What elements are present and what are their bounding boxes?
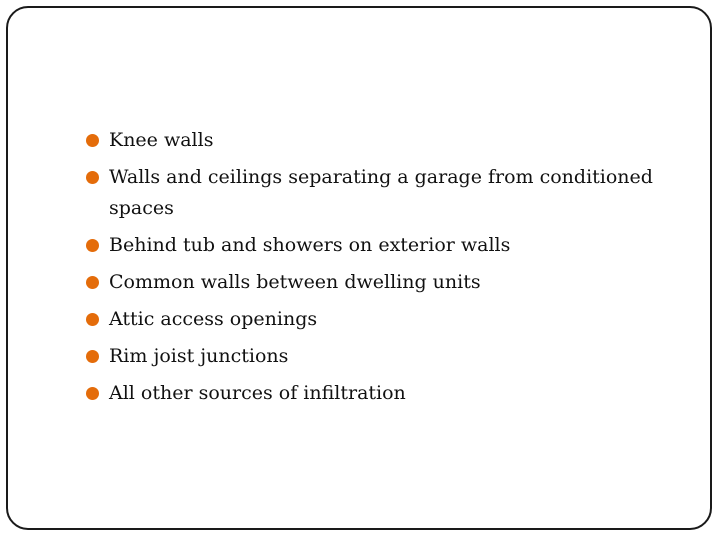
bullet-text: Behind tub and showers on exterior walls	[109, 234, 511, 256]
bullet-icon	[86, 387, 99, 400]
bullet-item-common-walls	[84, 267, 684, 298]
bullet-item-attic-access	[84, 304, 684, 335]
bullet-item-rim-joist	[84, 341, 684, 372]
bullet-text: Attic access openings	[109, 308, 318, 330]
bullet-icon	[86, 313, 99, 326]
bullet-list	[84, 125, 684, 415]
bullet-item-other-infiltration	[84, 378, 684, 409]
bullet-text: Knee walls	[109, 129, 214, 151]
bullet-icon	[86, 276, 99, 289]
bullet-item-knee-walls	[84, 125, 684, 156]
bullet-text: Rim joist junctions	[109, 345, 289, 367]
bullet-icon	[86, 350, 99, 363]
slide-frame	[6, 6, 712, 530]
bullet-item-garage-walls	[84, 162, 684, 224]
bullet-text: Walls and ceilings separating a garage from conditioned spaces	[109, 166, 653, 219]
bullet-text: All other sources of infiltration	[109, 382, 406, 404]
bullet-item-tub-showers	[84, 230, 684, 261]
bullet-text: Common walls between dwelling units	[109, 271, 481, 293]
bullet-icon	[86, 134, 99, 147]
bullet-icon	[86, 171, 99, 184]
bullet-icon	[86, 239, 99, 252]
